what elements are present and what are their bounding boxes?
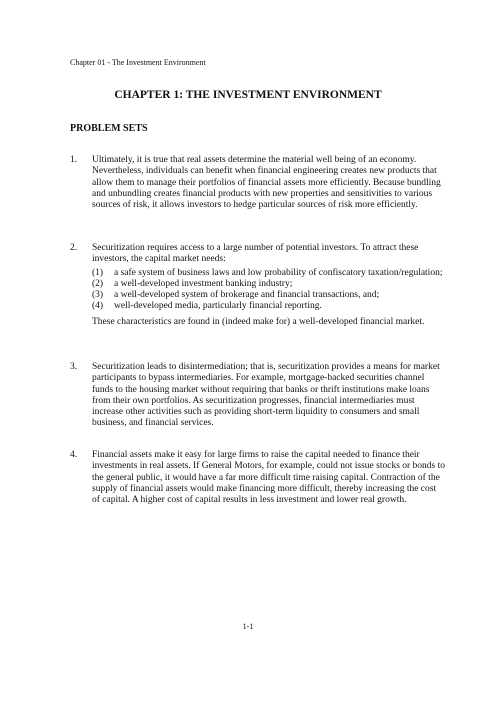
problem-number: 3.: [70, 362, 78, 372]
list-marker: (2): [92, 278, 104, 289]
problem-text: Financial assets make it easy for large firms to raise the capital needed to finance their investments in real assets. If General Motors, for example, could not issue stocks or bonds to the general public, it would have a far more difficult time raising capital. Contraction of the supply of financial assets would make financing more difficult, thereby increasing the cost of capital. A higher cost of capital results in less investment and lower real growth.: [92, 450, 446, 506]
chapter-title: CHAPTER 1: THE INVESTMENT ENVIRONMENT: [114, 89, 382, 101]
list-item-text: well-developed media, particularly financial reporting.: [114, 301, 322, 312]
list-item-text: a well-developed system of brokerage and financial transactions, and;: [114, 290, 380, 301]
problem-text: Securitization requires access to a large number of potential investors. To attract these investors, the capital market needs:: [92, 243, 419, 265]
problem-2: [70, 243, 445, 328]
page-number: 1-1: [242, 622, 254, 631]
running-header: Chapter 01 - The Investment Environment: [70, 58, 206, 67]
list-marker: (4): [92, 301, 104, 312]
problem-number: 2.: [70, 243, 78, 253]
problem-text: Securitization leads to disintermediation; that is, securitization provides a means for market participants to bypass intermediaries. For example, mortgage-backed securities channel funds to the housing market without requiring that banks or thrift institutions make loans from their own portfolios. As securitization progresses, financial intermediaries must increase other activities such as providing short-term liquidity to consumers and small business, and financial services.: [92, 362, 440, 429]
requirements-list: [92, 268, 445, 313]
list-item: [92, 268, 445, 279]
problem-number: 4.: [70, 450, 78, 460]
list-item-text: a well-developed investment banking industry;: [114, 278, 293, 289]
section-title: PROBLEM SETS: [70, 123, 148, 134]
problem-1: [70, 155, 445, 211]
list-marker: (1): [92, 267, 104, 278]
problem-4: [70, 450, 445, 506]
list-marker: (3): [92, 290, 104, 301]
problem-closing-text: These characteristics are found in (indeed make for) a well-developed financial market.: [92, 316, 425, 327]
problem-text: Ultimately, it is true that real assets determine the material well being of an economy. Nevertheless, individuals can benefit when financial engineering creates new products that allow them to manage their portfolios of financial assets more efficiently. Because bundling and unbundling creates financial products with new properties and sensitivities to various sources of risk, it allows investors to hedge particular sources of risk more efficiently.: [92, 155, 441, 211]
list-item-text: a safe system of business laws and low probability of confiscatory taxation/regulation;: [114, 267, 443, 278]
list-item: [92, 279, 445, 290]
list-item: [92, 301, 445, 312]
list-item: [92, 290, 445, 301]
problem-number: 1.: [70, 155, 78, 165]
problem-3: [70, 362, 445, 430]
